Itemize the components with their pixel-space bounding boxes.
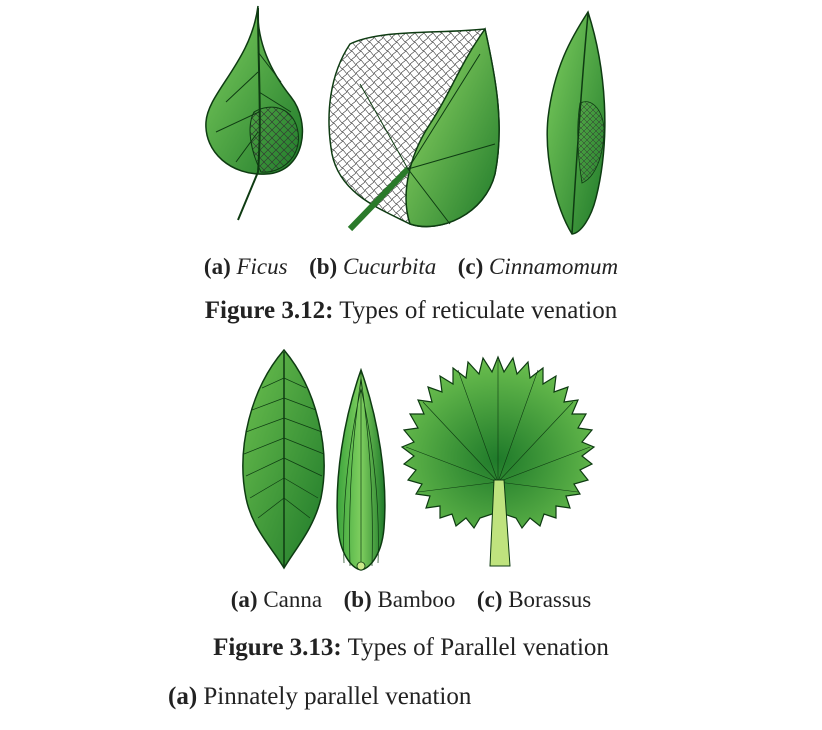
ficus-name: Ficus [236, 254, 288, 279]
subheading-letter: (a) [168, 683, 198, 710]
figure-3-12-label: Figure 3.12: [204, 297, 334, 324]
figure-3-13-text: Types of Parallel venation [347, 634, 609, 661]
bamboo-letter: (b) [343, 587, 372, 612]
canna-name: Canna [263, 587, 323, 612]
figure-3-13-title [0, 634, 822, 662]
ficus-leaf-illustration [196, 2, 316, 222]
borassus-name: Borassus [508, 587, 592, 612]
ficus-letter: (a) [203, 254, 231, 279]
bamboo-name: Bamboo [377, 587, 456, 612]
figure-3-12-text: Types of reticulate venation [339, 297, 618, 324]
cucurbita-name: Cucurbita [342, 254, 437, 279]
figure-3-13-label: Figure 3.13: [213, 634, 342, 661]
cinnamomum-name: Cinnamomum [489, 254, 619, 279]
bamboo-leaf-illustration [326, 368, 396, 574]
subheading-text: Pinnately parallel venation [203, 683, 472, 710]
cinnamomum-letter: (c) [457, 254, 484, 279]
cucurbita-letter: (b) [309, 254, 338, 279]
canna-letter: (a) [230, 587, 258, 612]
cinnamomum-leaf-illustration [536, 8, 616, 238]
borassus-letter: (c) [476, 587, 503, 612]
subheading [168, 683, 471, 711]
canna-leaf-illustration [236, 348, 332, 570]
cucurbita-leaf-illustration [320, 24, 510, 234]
figure-3-12-item-captions [0, 254, 822, 280]
figure-3-13-item-captions [0, 587, 822, 613]
borassus-leaf-illustration [398, 352, 598, 568]
figure-3-12-title [0, 297, 822, 325]
